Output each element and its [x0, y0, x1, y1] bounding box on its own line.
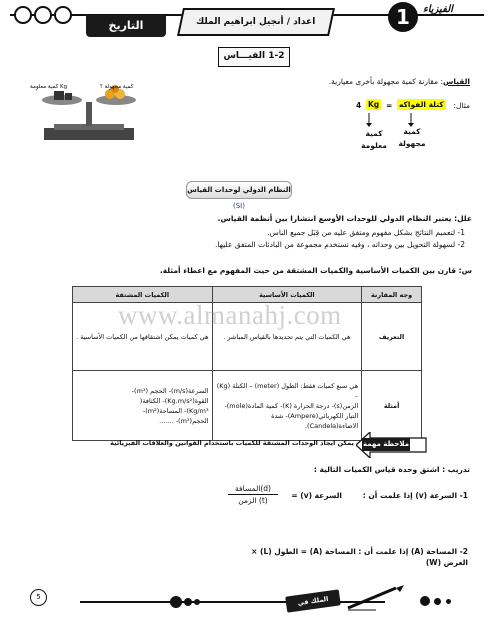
fraction-line	[228, 494, 278, 495]
footer-dot-6	[446, 599, 451, 604]
footer-dot-1	[170, 596, 182, 608]
label-known-line1: كمية	[365, 129, 383, 138]
example-label: مثال:	[453, 101, 470, 110]
example-unknown-quantity: كتلة الفواكه	[399, 100, 444, 109]
derived-example-line-2: القوة(Kg.m/s²)- الكثافة(	[139, 396, 209, 405]
example-number: 4	[356, 101, 362, 110]
row-definition-label: التعريف	[362, 303, 422, 371]
measurement-term: القياس	[442, 77, 470, 86]
exercise-q1: 1- السرعة (v) إذا علمت أن :	[362, 491, 468, 500]
row-definition-derived: هي كميات يمكن اشتقاقها من الكميات الأساسية .	[73, 303, 213, 371]
scale-known-label: كمية معلومة Kg	[30, 84, 68, 90]
footer-dot-4	[420, 596, 430, 606]
basic-example-line-1: هي سبع كميات فقط: الطول (meter) – الكتلة (Kg) –	[216, 381, 359, 400]
derived-example-line-3: Kg/m³)- المساحة(m²)-	[142, 406, 209, 415]
measurement-definition-text: : مقارنة كمية مجهولة بأخرى معيارية.	[328, 77, 443, 86]
note-text: يمكن ايجاد الوحدات المشتقة للكميات باستخدام القوانين والعلاقات الفيزيائية	[110, 439, 354, 447]
header-basic: الكميات الأساسية	[212, 287, 362, 303]
basic-example-line-4: الاضاءة(Candela).	[304, 421, 359, 430]
measurement-definition	[250, 76, 470, 87]
velocity-fraction	[228, 484, 278, 505]
page-number: 5	[30, 589, 47, 606]
si-title-text: النظام الدولي لوحدات القياس	[187, 186, 291, 194]
si-title-box	[186, 181, 292, 210]
footer-dot-2	[184, 598, 192, 606]
row-examples-basic	[212, 371, 362, 441]
derived-example-line-4: الحجم(m³)- .......	[159, 416, 209, 425]
watermark: www.almanahj.com	[118, 300, 342, 330]
pen-icon	[346, 584, 406, 612]
footer-dot-5	[434, 598, 441, 605]
si-reason-point-1: 1- لتعميم النتائج بشكل مفهوم ومتفق عليه من قِبَل جميع الناس.	[267, 228, 465, 237]
decor-circle-2	[34, 6, 52, 24]
unit-number-badge: 1	[388, 2, 418, 32]
compare-question: س: قارن بين الكميات الأساسية والكميات المشتقة من حيث المفهوم مع اعطاء أمثلة.	[159, 266, 472, 275]
label-unknown-line2: مجهولة	[398, 139, 426, 148]
row-examples-label: أمثلة	[362, 371, 422, 441]
author-text: اعداد / أنجيل ابراهيم الملك	[196, 17, 316, 27]
decor-circle-3	[54, 6, 72, 24]
author-tab	[177, 8, 335, 36]
si-abbr: (SI)	[233, 202, 245, 210]
label-known-line2: معلومة	[361, 141, 387, 150]
row-examples-derived	[73, 371, 213, 441]
section-title: 1-2 القيـــاس	[218, 47, 290, 67]
subject-label: الفيزياء	[423, 4, 453, 15]
decor-circle-1	[14, 6, 32, 24]
derived-example-line-1: السرعة(m/s)- الحجم (m³)-	[131, 386, 209, 395]
header-aspect: وجه المقارنة	[362, 287, 422, 303]
date-tab: التاريخ	[86, 15, 166, 37]
footer-tag: الملك في الفيزياء	[285, 589, 341, 612]
header-derived: الكميات المشتقة	[73, 287, 213, 303]
fraction-numerator: المسافة(d)	[235, 484, 271, 493]
scale-unknown-label: كمية مجهولة ؟	[100, 84, 134, 90]
exercise-q2: 2- المساحة (A) إذا علمت أن : المساحة (A) = الطول (L) × العرض (W)	[251, 547, 468, 567]
exercise-title: تدريب : اشتق وحدة قياس الكميات التالية :	[313, 465, 470, 474]
si-reason-question: علل: يعتبر النظام الدولي للوحدات الأوسع انتشارا بين أنظمة القياس.	[217, 214, 472, 223]
example-unit: Kg	[368, 100, 380, 109]
table-row-examples	[73, 371, 422, 441]
note-label: ملاحظة مهمة	[362, 438, 410, 451]
exercise-q1-rhs: السرعة (v) =	[291, 491, 342, 500]
basic-example-line-3: التيار الكهربائي(Ampere)- شدة	[271, 411, 359, 420]
row-definition-basic: هي الكميات التي يتم تحديدها بالقياس المباشر .	[212, 303, 362, 371]
label-unknown-line1: كمية	[403, 127, 421, 136]
si-reason-point-2: 2- لسهولة التحويل بين وحداته ، وفيه تستخدم مجموعة من البادئات المتفق عليها.	[215, 240, 465, 249]
footer-dot-3	[194, 599, 200, 605]
basic-example-line-2: الزمن(s)- درجة الحرارة (K)- كمية المادة(mole)-	[224, 401, 359, 410]
example-equals: =	[386, 101, 393, 110]
fraction-denominator: الزمن (t)	[238, 496, 268, 505]
